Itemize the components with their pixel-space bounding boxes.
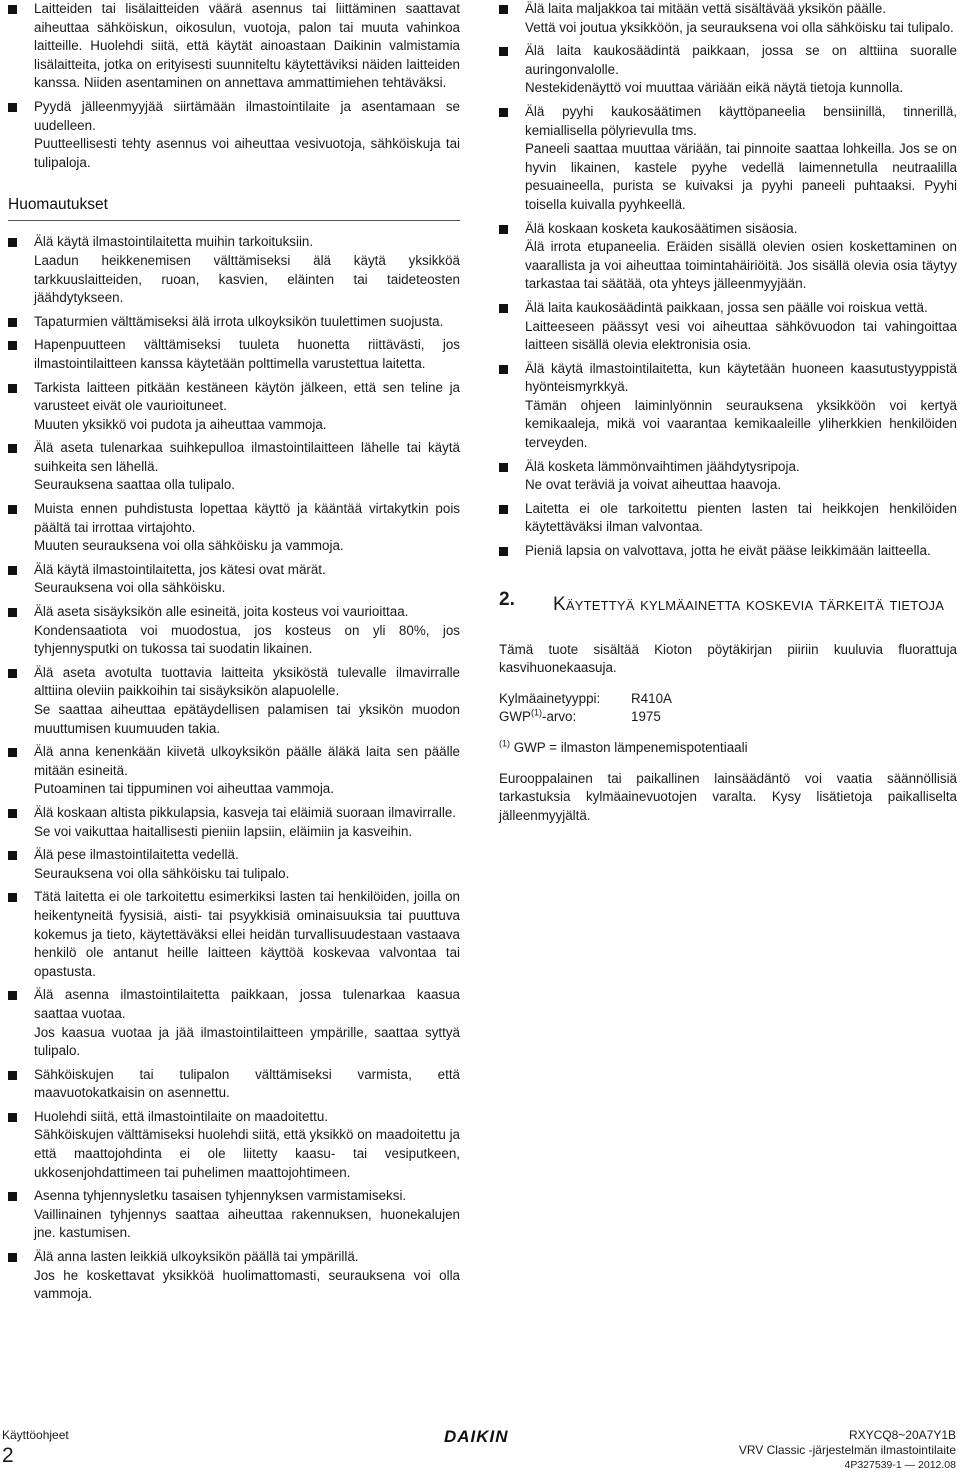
bullet-text: Älä koskaan kosketa kaukosäätimen sisäosia. xyxy=(525,220,798,236)
bullet-text: Älä anna kenenkään kiivetä ulkoyksikön päälle äläkä laita sen päälle mitään esineitä. xyxy=(34,744,460,778)
bullet-text: Laitetta ei ole tarkoitettu pienten lasten tai heikkojen henkilöiden käytettäväksi ilman valvontaa. xyxy=(525,500,957,535)
footnote xyxy=(499,739,957,758)
doc-type: Käyttöohjeet xyxy=(2,1428,69,1442)
bullet-text: Seurauksena voi olla sähköisku. xyxy=(34,580,226,596)
footnote-sup: (1) xyxy=(499,738,510,749)
bullet-text: Pyydä jälleenmyyjää siirtämään ilmastointilaite ja asentamaan se uudelleen. xyxy=(34,98,460,133)
page-number: 2 xyxy=(2,1444,14,1467)
bullet-text: Laadun heikkenemisen välttämiseksi älä käytä yksikköä tarkkuuslaitteiden, ruoan, kasvien, eläinten tai taideteosten jäähdytykseen. xyxy=(34,252,460,306)
bullet-item xyxy=(8,439,460,495)
bullet-text: Seurauksena voi olla sähköisku tai tulipalo. xyxy=(34,865,290,881)
bullet-text: Älä kosketa lämmönvaihtimen jäähdytysripoja. xyxy=(525,458,800,474)
footer-right xyxy=(739,1428,956,1473)
bullet-text: Älä asenna ilmastointilaitetta paikkaan, jossa tulenarkaa kaasua saattaa vuotaa. xyxy=(34,987,460,1021)
section-2-heading xyxy=(499,588,957,619)
bullet-text: Kondensaatiota voi muodostua, jos kosteus on yli 80%, jos tyhjennysputki on tukossa tai suodatin likainen. xyxy=(34,622,460,657)
right-column xyxy=(499,0,957,837)
bullet-text: Älä laita kaukosäädintä paikkaan, jossa sen päälle voi roiskua vettä. xyxy=(525,299,928,315)
bullet-item xyxy=(8,1187,460,1243)
bullet-text: Nestekidenäyttö voi muuttaa väriään eikä näytä tietoja kunnolla. xyxy=(525,80,904,96)
square-bullet-icon xyxy=(8,669,17,678)
bullet-text: Älä aseta avotulta tuottavia laitteita yksiköstä tulevalle ilmavirralle alttiina oleviin paikkoihin tai sisäyksikön alapuolelle. xyxy=(34,664,460,699)
square-bullet-icon xyxy=(8,608,17,617)
bullet-item xyxy=(8,313,460,332)
bullet-item xyxy=(8,888,460,981)
bullet-item xyxy=(8,561,460,598)
square-bullet-icon xyxy=(8,5,17,14)
bullet-item xyxy=(499,0,957,37)
bullet-text: Vaillinainen tyhjennys saattaa aiheuttaa rakennuksen, huonekalujen jne. kastumisen. xyxy=(34,1206,460,1241)
series-name: VRV Classic -järjestelmän ilmastointilaite xyxy=(738,1443,956,1457)
square-bullet-icon xyxy=(8,1192,17,1201)
bullet-text: Älä pese ilmastointilaitetta vedellä. xyxy=(34,847,239,863)
square-bullet-icon xyxy=(499,225,508,234)
left-column xyxy=(8,0,460,1309)
bullet-item xyxy=(8,0,460,93)
section-title: Käytettyä kylmäainetta koskevia tärkeitä tietoja xyxy=(553,593,945,615)
square-bullet-icon xyxy=(499,304,508,313)
bullet-item xyxy=(499,542,957,561)
bullet-item xyxy=(8,233,460,307)
right-items xyxy=(499,0,957,561)
notes-items xyxy=(8,233,460,1303)
bullet-text: Puutteellisesti tehty asennus voi aiheuttaa vesivuotoja, sähköiskuja tai tulipaloja. xyxy=(34,136,460,170)
bullet-item xyxy=(8,1066,460,1103)
bullet-item xyxy=(8,846,460,883)
bullet-item xyxy=(8,336,460,373)
bullet-text: Älä anna lasten leikkiä ulkoyksikön päällä tai ympärillä. xyxy=(34,1249,359,1265)
bullet-text: Se voi vaikuttaa haitallisesti pieniin lapsiin, eläimiin ja kasveihin. xyxy=(34,823,413,839)
bullet-item xyxy=(499,458,957,495)
bullet-item xyxy=(499,220,957,294)
bullet-item xyxy=(499,299,957,355)
square-bullet-icon xyxy=(499,365,508,374)
intro-items xyxy=(8,0,460,172)
bullet-item xyxy=(499,500,957,537)
square-bullet-icon xyxy=(499,47,508,56)
gwp-sup: (1) xyxy=(531,707,542,718)
bullet-text: Muista ennen puhdistusta lopettaa käyttö ja kääntää virtakytkin pois päältä tai irrottaa virtajohto. xyxy=(34,501,460,535)
footnote-text: GWP = ilmaston lämpenemispotentiaali xyxy=(510,740,748,755)
square-bullet-icon xyxy=(499,463,508,472)
bullet-text: Jos he koskettavat yksikköä huolimattomasti, seurauksena voi olla vammoja. xyxy=(34,1267,460,1302)
refrigerant-value: R410A xyxy=(631,690,672,706)
bullet-item xyxy=(499,103,957,215)
bullet-text: Putoaminen tai tippuminen voi aiheuttaa vammoja. xyxy=(34,781,334,797)
bullet-text: Älä aseta tulenarkaa suihkepulloa ilmastointilaitteen lähelle tai käytä suihkeita sen lähellä. xyxy=(34,440,460,474)
bullet-item xyxy=(8,500,460,556)
bullet-text: Sähköiskujen välttämiseksi huolehdi siitä, että yksikkö on maadoitettu ja että maattojohdinta ei ole liitetty kaasu- tai vesiputkeen, ukkosenjohdattimeen tai puhelimen maattojohtimeen. xyxy=(34,1127,460,1180)
model-code: RXYCQ8~20A7Y1B xyxy=(848,1428,956,1442)
daikin-logo: DAIKIN xyxy=(444,1427,509,1446)
bullet-text: Älä laita maljakkoa tai mitään vettä sisältävää yksikön päälle. xyxy=(525,1,886,16)
bullet-text: Hapenpuutteen välttämiseksi tuuleta huonetta riittävästi, jos ilmastointilaitteen kanssa käytetään polttimella varustettua laitetta. xyxy=(34,337,460,371)
bullet-text: Älä laita kaukosäädintä paikkaan, jossa se on alttiina suoralle auringonvalolle. xyxy=(525,43,957,77)
square-bullet-icon xyxy=(499,505,508,514)
square-bullet-icon xyxy=(499,108,508,117)
square-bullet-icon xyxy=(8,1113,17,1122)
square-bullet-icon xyxy=(8,566,17,575)
square-bullet-icon xyxy=(499,5,508,14)
square-bullet-icon xyxy=(8,809,17,818)
square-bullet-icon xyxy=(8,893,17,902)
bullet-text: Jos kaasua vuotaa ja jää ilmastointilaitteen ympärille, saattaa syttyä tulipalo. xyxy=(34,1024,460,1059)
bullet-text: Pieniä lapsia on valvottava, jotta he eivät pääse leikkimään laitteella. xyxy=(525,543,931,559)
bullet-text: Älä käytä ilmastointilaitetta muihin tarkoituksiin. xyxy=(34,234,314,250)
bullet-item xyxy=(8,1108,460,1182)
bullet-text: Älä irrota etupaneelia. Eräiden sisällä olevien osien koskettaminen on vaarallista ja voi aiheuttaa toimintahäiriöitä. Jos sisällä olevia osia täytyy tarkastaa tai säätää, ota yhteys jälleenmyyjään. xyxy=(525,239,957,292)
square-bullet-icon xyxy=(8,851,17,860)
square-bullet-icon xyxy=(8,748,17,757)
bullet-item xyxy=(8,98,460,172)
bullet-text: Älä pyyhi kaukosäätimen käyttöpaneelia bensiinillä, tinnerillä, kemiallisella pölyrievulla tms. xyxy=(525,103,957,138)
refrigerant-label: Kylmäainetyyppi: xyxy=(499,690,601,706)
bullet-text: Seurauksena saattaa olla tulipalo. xyxy=(34,477,235,493)
bullet-item xyxy=(8,664,460,738)
section-2-intro: Tämä tuote sisältää Kioton pöytäkirjan piiriin kuuluvia fluorattuja kasvihuonekaasuja. xyxy=(499,641,957,676)
square-bullet-icon xyxy=(8,1253,17,1262)
bullet-text: Tätä laitetta ei ole tarkoitettu esimerkiksi lasten tai henkilöiden, joilla on heikentyneitä fyysisiä, aisti- tai psyykkisiä ominaisuuksia tai puuttuva kokemus ja tieto, käytettäväksi ellei heidän turvallisuudestaan vastaava henkilö ole antanut heille laitteen käyttöä koskevaa valvontaa tai opastusta. xyxy=(34,889,460,979)
bullet-text: Laitteeseen päässyt vesi voi aiheuttaa sähkövuodon tai vahingoittaa laitteen sisällä olevia elektronisia osia. xyxy=(525,318,957,353)
bullet-item xyxy=(499,42,957,98)
notes-heading: Huomautukset xyxy=(8,195,460,221)
gwp-label-suffix: -arvo: xyxy=(542,709,577,725)
square-bullet-icon xyxy=(8,505,17,514)
bullet-text: Asenna tyhjennysletku tasaisen tyhjennyksen varmistamiseksi. xyxy=(34,1188,407,1204)
bullet-text: Laitteiden tai lisälaitteiden väärä asennus tai liittäminen saattavat aiheuttaa sähköiskun, oikosulun, vuotoja, palon tai muuta vahinkoa laitteille. Huolehdi siitä, että käytät ainoastaan Daikinin valmistamia lisälaitteita, jotka on erityisesti suunniteltu käytettäviksi näiden laitteiden kanssa. Niiden asentaminen on annettava ammattimiehen tehtäväksi. xyxy=(34,1,460,91)
square-bullet-icon xyxy=(8,238,17,247)
bullet-text: Tarkista laitteen pitkään kestäneen käytön jälkeen, että sen teline ja varusteet eivät ole vaurioituneet. xyxy=(34,379,460,414)
bullet-text: Älä koskaan altista pikkulapsia, kasveja tai eläimiä suoraan ilmavirralle. xyxy=(34,804,457,820)
section-number: 2. xyxy=(499,588,515,610)
bullet-item xyxy=(8,603,460,659)
bullet-text: Huolehdi siitä, että ilmastointilaite on maadoitettu. xyxy=(34,1108,329,1124)
bullet-text: Älä käytä ilmastointilaitetta, jos kätesi ovat märät. xyxy=(34,561,326,577)
square-bullet-icon xyxy=(8,103,17,112)
square-bullet-icon xyxy=(8,341,17,350)
square-bullet-icon xyxy=(8,444,17,453)
square-bullet-icon xyxy=(8,318,17,327)
bullet-item xyxy=(8,1248,460,1304)
bullet-item xyxy=(8,743,460,799)
bullet-item xyxy=(8,804,460,841)
bullet-text: Tapaturmien välttämiseksi älä irrota ulkoyksikön tuulettimen suojusta. xyxy=(34,313,444,329)
bullet-text: Se saattaa aiheuttaa epätäydellisen palamisen tai yksikön muodon muuttumisen kuumuuden takia. xyxy=(34,702,460,736)
bullet-text: Sähköiskujen tai tulipalon välttämiseksi varmista, että maavuotokatkaisin on asennettu. xyxy=(34,1066,460,1101)
bullet-item xyxy=(8,379,460,435)
bullet-text: Muuten seurauksena voi olla sähköisku ja vammoja. xyxy=(34,538,344,554)
bullet-text: Älä käytä ilmastointilaitetta, kun käytetään huoneen kaasutustyyppistä hyönteismyrkkyä. xyxy=(525,360,957,395)
bullet-text: Ne ovat teräviä ja voivat aiheuttaa haavoja. xyxy=(525,477,782,493)
square-bullet-icon xyxy=(8,1071,17,1080)
square-bullet-icon xyxy=(8,991,17,1000)
gwp-label: GWP xyxy=(499,709,531,725)
bullet-text: Muuten yksikkö voi pudota ja aiheuttaa vammoja. xyxy=(34,416,327,432)
refrigerant-info xyxy=(499,690,957,727)
bullet-text: Tämän ohjeen laiminlyönnin seurauksena yksikköön voi kertyä kemikaaleja, mikä voi vaarantaa kemikaaleille yliherkkien henkilöiden terveyden. xyxy=(525,397,957,451)
square-bullet-icon xyxy=(8,384,17,393)
page-footer xyxy=(0,1418,960,1478)
bullet-text: Älä aseta sisäyksikön alle esineitä, joita kosteus voi vaurioittaa. xyxy=(34,604,409,620)
bullet-item xyxy=(8,986,460,1060)
square-bullet-icon xyxy=(499,547,508,556)
doc-code: 4P327539-1 — 2012.08 xyxy=(844,1459,956,1471)
bullet-item xyxy=(499,360,957,453)
bullet-text: Vettä voi joutua yksikköön, ja seurauksena voi olla sähköisku tai tulipalo. xyxy=(525,19,954,35)
section-2-closing: Eurooppalainen tai paikallinen lainsäädäntö voi vaatia säännöllisiä tarkastuksia kylmäainevuotojen varalta. Kysy lisätietoja paikalliselta jälleenmyyjältä. xyxy=(499,770,957,823)
bullet-text: Paneeli saattaa muuttaa väriään, tai pinnoite saattaa lohkeilla. Jos se on hyvin likainen, kastele pyyhe vedellä laimennetulla neutraalilla pesuaineella, purista se kuivaksi ja pyyhi paneeli puhtaaksi. Pyyhi toisella kuivalla pyyhkeellä. xyxy=(525,141,957,212)
gwp-value: 1975 xyxy=(631,709,661,725)
